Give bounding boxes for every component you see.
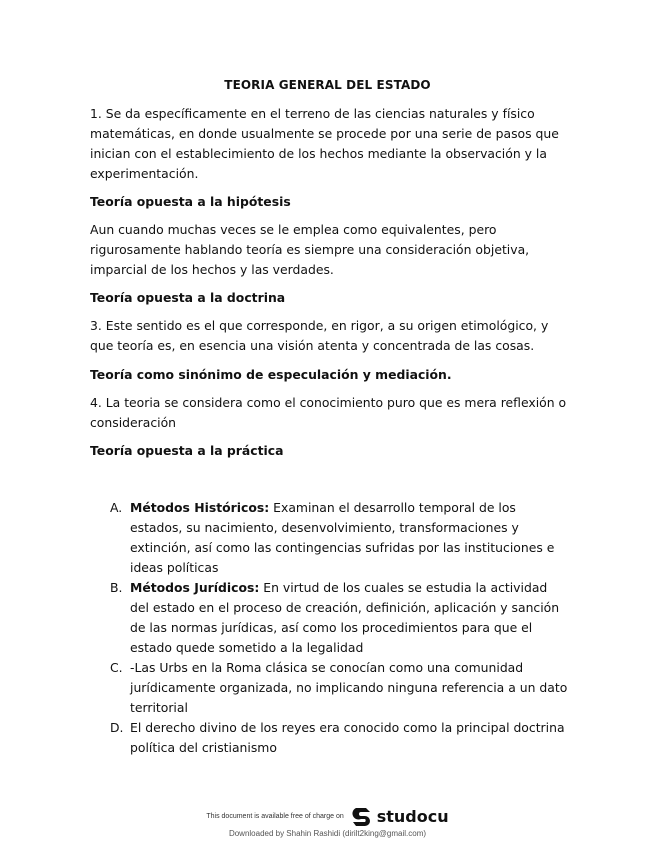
studocu-logo-icon	[352, 805, 374, 827]
document-title: TEORIA GENERAL DEL ESTADO	[224, 78, 431, 92]
heading-doctrina: Teoría opuesta a la doctrina	[90, 290, 286, 305]
paragraph-1: 1. Se da específicamente en el terreno de las ciencias naturales y físico matemáticas, en donde usualmente se procede por una serie de pasos que inician con el establecimiento de los hechos mediante la observación y la experimentación.	[90, 106, 559, 181]
list-item	[90, 658, 570, 718]
list-item-text: Examinan el desarrollo temporal de los estados, su nacimiento, desenvolvimiento, transformaciones y extinción, así como las contingencias sufridas por las instituciones e ideas políticas	[130, 500, 555, 575]
heading-hipotesis: Teoría opuesta a la hipótesis	[90, 194, 291, 209]
availability-note: This document is available free of charge on	[206, 812, 344, 820]
heading-practica: Teoría opuesta a la práctica	[90, 443, 284, 458]
studocu-logo[interactable]	[352, 805, 449, 827]
downloaded-by-note: Downloaded by Shahin Rashidi (dirilt2king@gmail.com)	[228, 829, 427, 838]
paragraph-4: 4. La teoria se considera como el conocimiento puro que es mera reflexión o consideración	[90, 395, 567, 430]
list-marker: B.	[110, 580, 123, 595]
paragraph-2: Aun cuando muchas veces se le emplea como equivalentes, pero rigurosamente hablando teoría es siempre una consideración objetiva, imparcial de los hechos y las verdades.	[90, 222, 530, 277]
studocu-brand: studocu	[376, 806, 449, 826]
list-item-title: Métodos Jurídicos:	[130, 580, 260, 595]
list-item	[90, 718, 570, 758]
list-item-title: Métodos Históricos:	[130, 500, 270, 515]
list-item	[90, 498, 570, 578]
paragraph-3: 3. Este sentido es el que corresponde, en rigor, a su origen etimológico, y que teoría es, en esencia una visión atenta y concentrada de las cosas.	[90, 318, 549, 353]
method-list	[90, 498, 570, 758]
list-marker: C.	[110, 660, 123, 675]
list-marker: D.	[110, 720, 124, 735]
list-item-text: -Las Urbs en la Roma clásica se conocían como una comunidad jurídicamente organizada, no implicando ninguna referencia a un dato territorial	[130, 660, 568, 715]
list-marker: A.	[110, 500, 123, 515]
list-item	[90, 578, 570, 658]
list-item-text: El derecho divino de los reyes era conocido como la principal doctrina política del cristianismo	[130, 720, 565, 755]
list-item-text: En virtud de los cuales se estudia la actividad del estado en el proceso de creación, definición, aplicación y sanción de las normas jurídicas, así como los procedimientos para que el estado quede sometido a la legalidad	[130, 580, 560, 655]
footer-banner	[0, 804, 655, 828]
heading-especulacion: Teoría como sinónimo de especulación y mediación.	[90, 367, 452, 382]
